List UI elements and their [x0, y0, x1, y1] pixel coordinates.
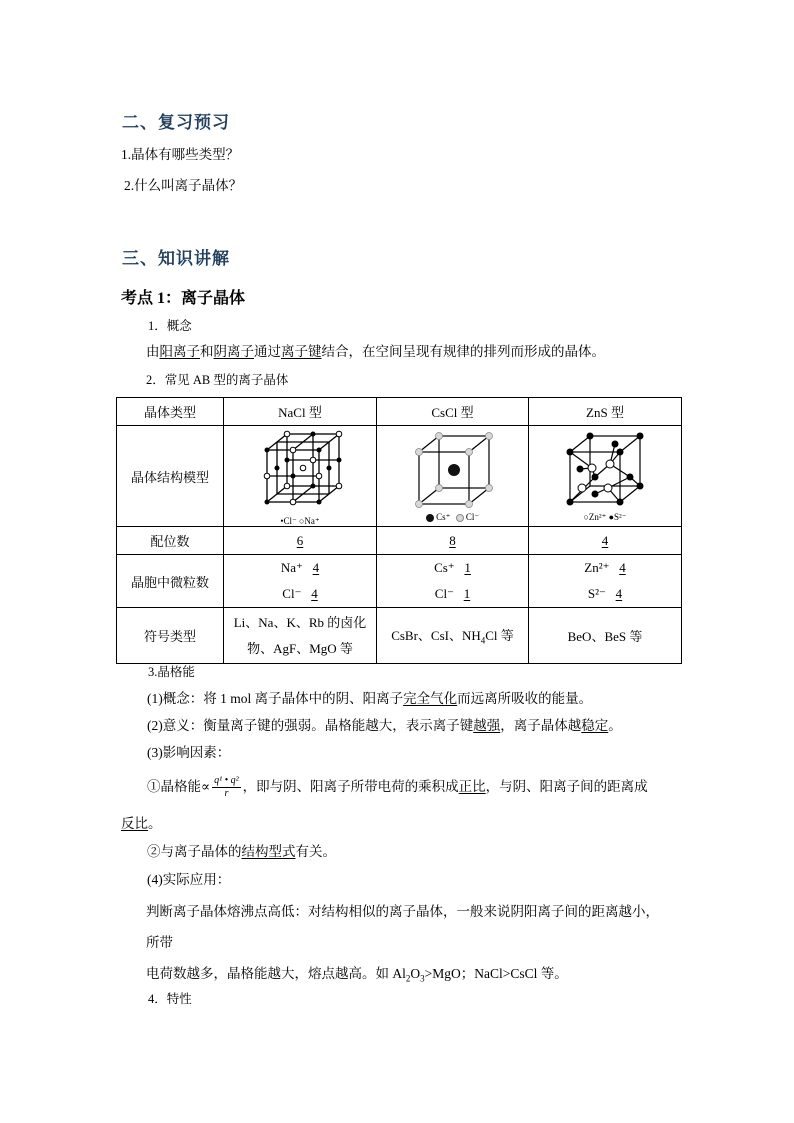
table-row-symbol-type: [117, 608, 682, 664]
cscl-lattice-image: [403, 430, 503, 512]
cscl-symbol-cell: CsBr、CsI、$NH_4Cl$ 等: [377, 608, 529, 664]
nacl-count-cell: Na⁺ 4 Cl⁻ 4: [224, 555, 377, 608]
nacl-symbol-cell: Li、Na、K、Rb 的卤化 物、AgF、MgO 等: [224, 608, 377, 664]
lattice-meaning: (2)意义：衡量离子键的强弱。晶格能越大，表示离子键越强，离子晶体越稳定。: [147, 718, 622, 733]
crystal-table: [116, 397, 682, 664]
header-nacl: NaCl 型: [224, 398, 377, 426]
label-structure-model: 晶体结构模型: [117, 426, 224, 527]
cscl-model-cell: [377, 426, 529, 527]
topic-ionic-crystal: 考点 1：离子晶体: [121, 290, 246, 307]
nacl-lattice-image: [245, 426, 355, 518]
zns-count-cell: Zn²⁺ 4 S²⁻ 4: [529, 555, 682, 608]
properties-heading: 4．特性: [148, 992, 192, 1006]
table-header-row: [117, 398, 682, 426]
question-1: 1.晶体有哪些类型？: [121, 147, 240, 162]
cs-ion-icon: [426, 514, 434, 522]
zns-legend: ○Zn²⁺ ●S²⁻: [583, 512, 627, 522]
cl-ion-icon: [456, 514, 464, 522]
application-heading: (4)实际应用：: [147, 872, 231, 887]
zns-symbol-cell: BeO、BeS 等: [529, 608, 682, 664]
factors-heading: (3)影响因素：: [147, 745, 231, 760]
cscl-count-cell: Cs⁺ 1 Cl⁻ 1: [377, 555, 529, 608]
nacl-coordination: 6: [296, 532, 304, 548]
cscl-legend: Cs⁺ Cl⁻: [377, 512, 528, 522]
charge-fraction: $\frac{\text{q¹ • q²}}{r}$: [214, 775, 239, 800]
zns-lattice-image: [560, 430, 650, 510]
question-2: 2.什么叫离子晶体？: [124, 178, 243, 193]
zns-model-cell: [529, 426, 682, 527]
table-row-model: [117, 426, 682, 527]
label-coordination-number: 配位数: [117, 527, 224, 555]
concept-text: 由阳离子和阴离子通过离子键结合，在空间呈现有规律的排列而形成的晶体。: [146, 344, 605, 359]
factor-1: ①晶格能∝ $\frac{\text{q¹ • q²}}{r}$ ，即与阴、阳离子所带电荷的乘积成正比，与阴、阳离子间的距离成: [147, 775, 648, 800]
lattice-definition: (1)概念：将 1 mol 离子晶体中的阴、阳离子完全气化而远离所吸收的能量。: [147, 691, 593, 706]
common-ab-heading: 2．常见 AB 型的离子晶体: [146, 373, 289, 387]
application-line-2: 所带: [146, 935, 173, 950]
header-cscl: CsCl 型: [377, 398, 529, 426]
application-line-3: 电荷数越多，晶格能越大，熔点越高。如 $Al_2O_3>MgO$；NaCl>CsCl 等。: [146, 966, 568, 984]
factor-1-continued: 反比。: [121, 816, 162, 831]
section-title-review: 二、复习预习: [122, 113, 230, 132]
table-row-coordination: [117, 527, 682, 555]
header-crystal-type: 晶体类型: [117, 398, 224, 426]
zns-coordination: 4: [601, 532, 609, 548]
cscl-coordination: 8: [449, 532, 456, 548]
nacl-legend: •Cl⁻ ○Na⁺: [280, 516, 320, 526]
nacl-model-cell: [224, 426, 377, 527]
label-particle-count: 晶胞中微粒数: [117, 555, 224, 608]
label-symbol-type: 符号类型: [117, 608, 224, 664]
lattice-energy-heading: 3.晶格能: [148, 665, 195, 679]
table-row-particle-count: [117, 555, 682, 608]
factor-2: ②与离子晶体的结构型式有关。: [147, 844, 336, 859]
section-title-knowledge: 三、知识讲解: [122, 249, 230, 268]
application-line-1: 判断离子晶体熔沸点高低：对结构相似的离子晶体，一般来说阴阳离子间的距离越小，: [146, 904, 659, 919]
header-zns: ZnS 型: [529, 398, 682, 426]
concept-heading: 1．概念: [148, 319, 192, 333]
